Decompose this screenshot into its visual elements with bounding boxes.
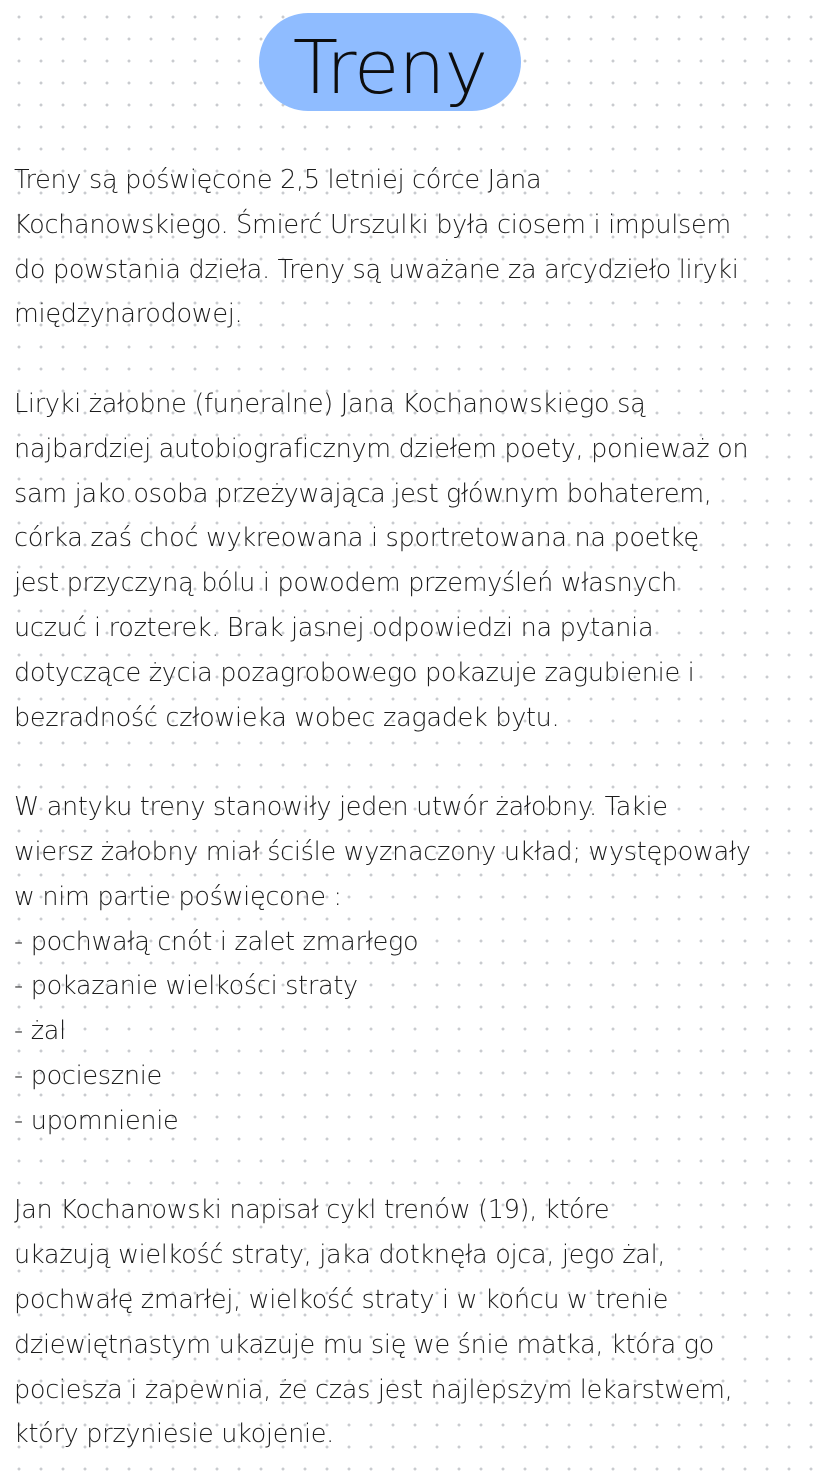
text-line: uczuć i rozterek. Brak jasnej odpowiedzi na pytania: [14, 612, 654, 643]
list-item: - upomnienie: [14, 1105, 179, 1136]
page-title: Treny: [292, 25, 488, 111]
text-line: do powstania dzieła. Treny są uważane za arcydzieło liryki: [14, 254, 739, 285]
text-line: międzynarodowej.: [14, 299, 243, 330]
paragraph-cykl: [14, 1188, 814, 1457]
text-line: który przyniesie ukojenie.: [14, 1419, 334, 1450]
bullet-list: [14, 920, 814, 1144]
paragraph-liryki: [14, 382, 814, 740]
list-item: - pochwałą cnót i zalet zmarłego: [14, 926, 419, 957]
text-line: Treny są poświęcone 2,5 letniej córce Jana: [14, 165, 542, 195]
paragraph-antyk: [14, 785, 814, 919]
text-line: wiersz żałobny miał ściśle wyznaczony układ; występowały: [14, 836, 751, 867]
text-line: Liryki żałobne (funeralne) Jana Kochanowskiego są: [14, 388, 646, 419]
text-line: pochwałę zmarłej, wielkość straty i w końcu w trenie: [14, 1284, 669, 1315]
list-item: - pociesznie: [14, 1060, 162, 1091]
text-line: bezradność człowieka wobec zagadek bytu.: [14, 702, 560, 733]
text-line: córka zaś choć wykreowana i sportretowana na poetkę: [14, 523, 699, 554]
text-line: Kochanowskiego. Śmierć Urszulki była ciosem i impulsem: [14, 209, 731, 240]
text-line: pociesza i zapewnia, że czas jest najlepszym lekarstwem,: [14, 1374, 733, 1405]
paragraph-spacer: [14, 1144, 814, 1189]
text-line: dotyczące życia pozagrobowego pokazuje zagubienie i: [14, 657, 695, 688]
list-item: - żal: [14, 1016, 66, 1047]
note-body: [14, 158, 814, 1457]
text-line: jest przyczyną bólu i powodem przemyśleń własnych: [14, 568, 677, 599]
text-line: ukazują wielkość straty, jaka dotknęła ojca, jego żal,: [14, 1240, 666, 1271]
list-item: - pokazanie wielkości straty: [14, 971, 358, 1002]
text-line: sam jako osoba przeżywająca jest głównym bohaterem,: [14, 478, 712, 509]
paragraph-spacer: [14, 740, 814, 785]
text-line: dziewiętnastym ukazuje mu się we śnie matka, która go: [14, 1329, 715, 1360]
text-line: najbardziej autobiograficznym dziełem poety, ponieważ on: [14, 433, 749, 464]
text-line: W antyku treny stanowiły jeden utwór żałobny. Takie: [14, 792, 668, 823]
paragraph-spacer: [14, 337, 814, 382]
text-line: Jan Kochanowski napisał cykl trenów (19), które: [14, 1195, 610, 1226]
title-area: [259, 13, 521, 111]
paragraph-intro: [14, 158, 814, 337]
text-line: w nim partie poświęcone :: [14, 881, 342, 912]
